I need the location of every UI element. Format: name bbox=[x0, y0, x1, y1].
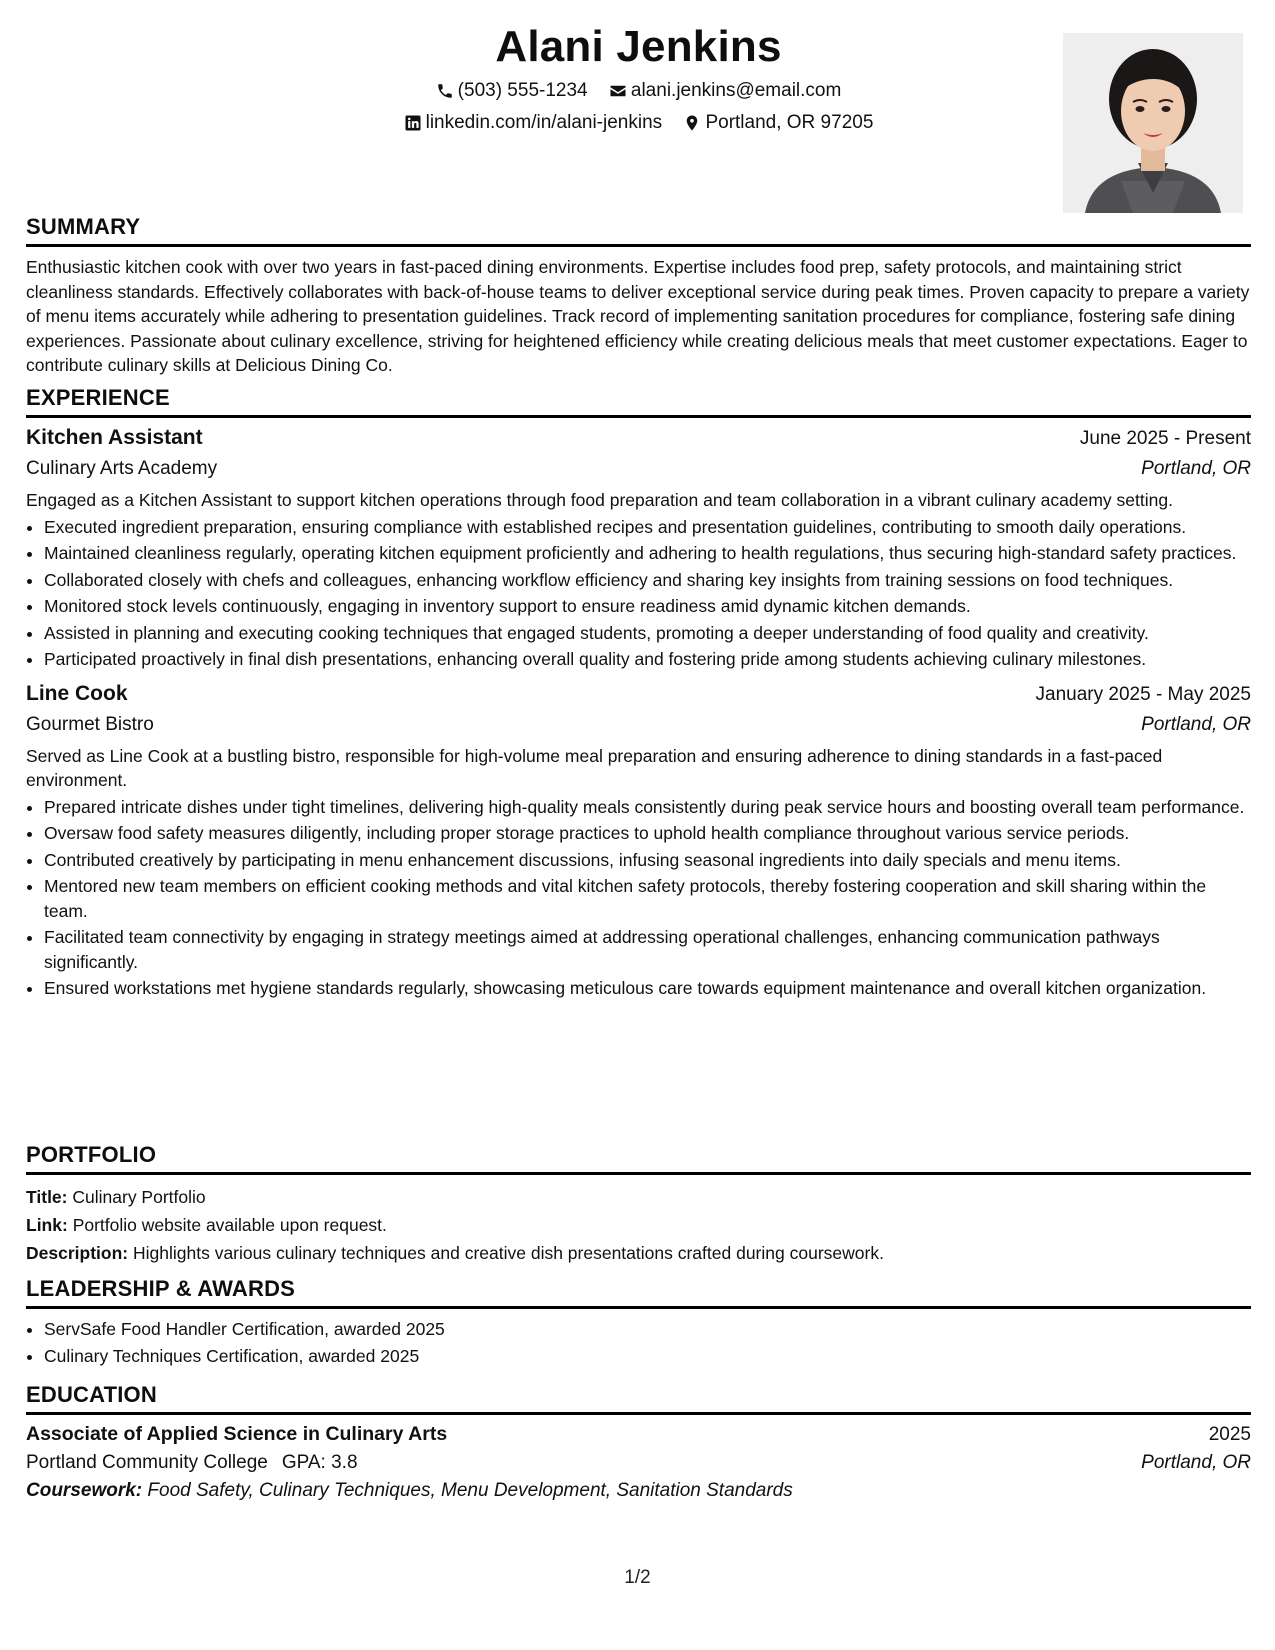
job-subheader bbox=[26, 458, 1251, 480]
job-bullet: • Participated proactively in final dish presentations, enhancing overall quality and fostering pride among students achieving culinary milestones. bbox=[44, 647, 1251, 672]
job-bullet: • Maintained cleanliness regularly, operating kitchen equipment proficiently and adhering to health regulations, thus securing high-standard safety practices. bbox=[44, 541, 1251, 566]
award-item: • Culinary Techniques Certification, awarded 2025 bbox=[44, 1344, 1251, 1369]
job-header bbox=[26, 426, 1251, 450]
education-gpa: GPA: 3.8 bbox=[281, 1452, 358, 1473]
section-title-experience: EXPERIENCE bbox=[26, 385, 1251, 418]
experience-section bbox=[26, 385, 1251, 1003]
phone-text: (503) 555-1234 bbox=[457, 80, 588, 101]
job-bullet: • Assisted in planning and executing cooking techniques that engaged students, promoting a deeper understanding of food quality and creativity. bbox=[44, 621, 1251, 646]
job-entry bbox=[26, 426, 1251, 672]
portfolio-description-value: Highlights various culinary techniques and creative dish presentations crafted during coursework. bbox=[132, 1243, 884, 1263]
job-bullet: • Facilitated team connectivity by engaging in strategy meetings aimed at addressing operational challenges, enhancing communication pathways significantly. bbox=[44, 925, 1251, 974]
portfolio-title-value: Culinary Portfolio bbox=[72, 1187, 206, 1207]
envelope-icon bbox=[609, 82, 627, 100]
education-location: Portland, OR bbox=[1141, 1452, 1251, 1473]
location-text: Portland, OR 97205 bbox=[705, 112, 874, 133]
job-bullet: • Collaborated closely with chefs and colleagues, enhancing workflow efficiency and sharing key insights from training sessions on food techniques. bbox=[44, 568, 1251, 593]
job-bullets bbox=[26, 515, 1251, 672]
section-title-education: EDUCATION bbox=[26, 1382, 1251, 1415]
email-text[interactable]: alani.jenkins@email.com bbox=[630, 80, 842, 101]
education-subheader bbox=[26, 1452, 1251, 1474]
coursework-label: Coursework: bbox=[26, 1480, 143, 1501]
resume-header bbox=[26, 0, 1251, 222]
education-header bbox=[26, 1423, 1251, 1446]
job-bullet: • Monitored stock levels continuously, engaging in inventory support to ensure readiness amid dynamic kitchen demands. bbox=[44, 594, 1251, 619]
job-bullet: • Mentored new team members on efficient cooking methods and vital kitchen safety protocols, thereby fostering cooperation and skill sharing within the team. bbox=[44, 874, 1251, 923]
phone-icon bbox=[436, 82, 454, 100]
job-description: Served as Line Cook at a bustling bistro, responsible for high-volume meal preparation and ensuring adherence to dining standards in a fast-paced environment. bbox=[26, 745, 1163, 790]
portfolio-link-label: Link: bbox=[26, 1215, 68, 1235]
contact-location bbox=[683, 112, 873, 134]
portfolio-title-row bbox=[26, 1183, 1251, 1211]
page-number: 1/2 bbox=[624, 1567, 651, 1588]
job-subheader bbox=[26, 714, 1251, 736]
education-school-row bbox=[26, 1452, 358, 1474]
award-item: • ServSafe Food Handler Certification, awarded 2025 bbox=[44, 1317, 1251, 1342]
awards-list bbox=[26, 1317, 1251, 1368]
job-dates: January 2025 - May 2025 bbox=[1035, 683, 1251, 705]
job-dates: June 2025 - Present bbox=[1079, 428, 1251, 449]
portfolio-section bbox=[26, 1142, 1251, 1267]
resume-page bbox=[26, 0, 1251, 1501]
job-title: Line Cook bbox=[26, 681, 128, 705]
awards-section bbox=[26, 1276, 1251, 1370]
section-title-awards: LEADERSHIP & AWARDS bbox=[26, 1276, 1251, 1309]
job-header bbox=[26, 682, 1251, 706]
contact-phone bbox=[436, 80, 588, 102]
job-bullet: • Prepared intricate dishes under tight timelines, delivering high-quality meals consistently during peak service hours and boosting overall team performance. bbox=[44, 795, 1251, 820]
summary-text: Enthusiastic kitchen cook with over two years in fast-paced dining environments. Expertise includes food prep, safety protocols, and maintaining strict cleanliness standards. Effectively collaborates with back-of-house teams to deliver exceptional service during peak times. Proven capacity to prepare a variety of menu items accurately while adhering to presentation guidelines. Track record of implementing sanitation procedures for compliance, fostering safe dining experiences. Passionate about culinary excellence, striving for heightened efficiency while creating delicious meals that meet customer expectations. Eager to contribute culinary skills at Delicious Dining Co. bbox=[26, 257, 1250, 375]
contact-linkedin[interactable] bbox=[404, 112, 663, 134]
map-pin-icon bbox=[683, 114, 701, 132]
job-bullet: • Ensured workstations met hygiene standards regularly, showcasing meticulous care towards equipment maintenance and overall kitchen organization. bbox=[44, 976, 1251, 1001]
linkedin-text[interactable]: linkedin.com/in/alani-jenkins bbox=[425, 112, 663, 133]
coursework-text: Food Safety, Culinary Techniques, Menu Development, Sanitation Standards bbox=[147, 1480, 793, 1501]
job-bullets bbox=[26, 795, 1251, 1001]
section-title-summary: SUMMARY bbox=[26, 214, 1251, 247]
job-location: Portland, OR bbox=[1141, 458, 1251, 479]
profile-photo bbox=[1063, 33, 1243, 213]
education-coursework bbox=[26, 1480, 1251, 1502]
education-degree: Associate of Applied Science in Culinary Arts bbox=[26, 1423, 448, 1445]
portfolio-description-row bbox=[26, 1239, 1251, 1267]
section-title-portfolio: PORTFOLIO bbox=[26, 1142, 1251, 1175]
education-year: 2025 bbox=[1208, 1424, 1251, 1445]
linkedin-icon bbox=[404, 114, 422, 132]
job-company: Gourmet Bistro bbox=[26, 713, 154, 735]
job-bullet: • Contributed creatively by participating in menu enhancement discussions, infusing seasonal ingredients into daily specials and menu items. bbox=[44, 848, 1251, 873]
contact-email[interactable] bbox=[609, 80, 841, 102]
summary-section bbox=[26, 214, 1251, 378]
education-section bbox=[26, 1382, 1251, 1502]
job-location: Portland, OR bbox=[1141, 713, 1251, 735]
job-entry bbox=[26, 682, 1251, 1001]
portfolio-details bbox=[26, 1183, 1251, 1267]
portfolio-link-row bbox=[26, 1211, 1251, 1239]
job-bullet: • Oversaw food safety measures diligently, including proper storage practices to uphold health compliance throughout various service periods. bbox=[44, 821, 1251, 846]
job-description: Engaged as a Kitchen Assistant to support kitchen operations through food preparation and team collaboration in a vibrant culinary academy setting. bbox=[26, 490, 1173, 510]
education-school: Portland Community College bbox=[26, 1452, 268, 1473]
candidate-name: Alani Jenkins bbox=[495, 22, 782, 71]
job-bullet: • Executed ingredient preparation, ensuring compliance with established recipes and presentation guidelines, contributing to smooth daily operations. bbox=[44, 515, 1251, 540]
job-company: Culinary Arts Academy bbox=[26, 458, 218, 479]
job-title: Kitchen Assistant bbox=[26, 426, 203, 449]
portfolio-title-label: Title: bbox=[26, 1187, 68, 1207]
portfolio-link-value: Portfolio website available upon request. bbox=[72, 1215, 387, 1235]
portfolio-description-label: Description: bbox=[26, 1243, 129, 1263]
